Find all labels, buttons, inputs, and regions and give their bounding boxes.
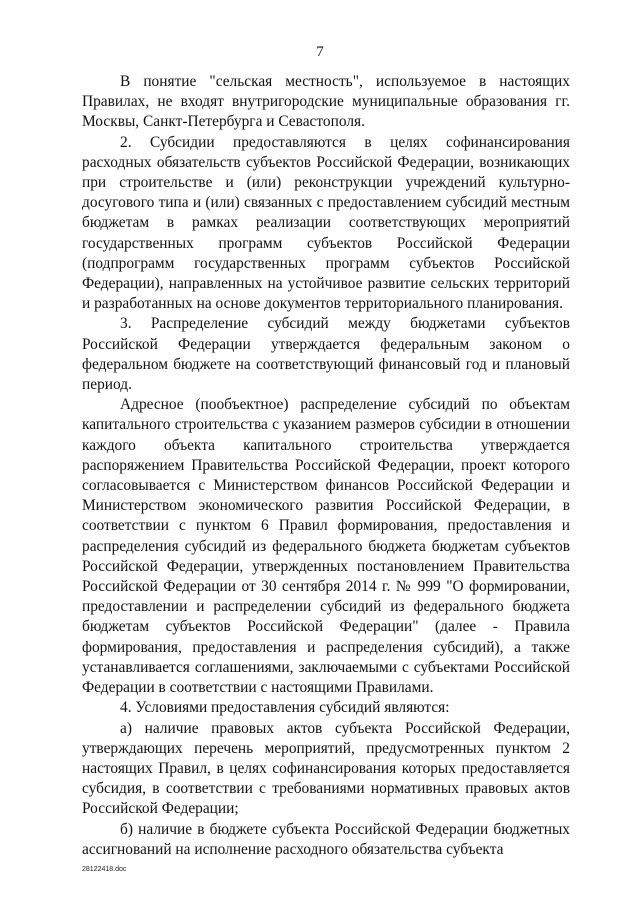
document-file-code: 28122418.doc [82, 866, 127, 873]
paragraph-condition-b: б) наличие в бюджете субъекта Российской Федерации бюджетных ассигнований на исполнение расходного обязательства субъекта [82, 820, 570, 858]
page-number: 7 [316, 44, 324, 60]
paragraph-4-conditions: 4. Условиями предоставления субсидий являются: [120, 699, 450, 717]
paragraph-rural-definition: В понятие "сельская местность", используемое в настоящих Правилах, не входят внутригородские муниципальные образования гг. Москвы, Санкт-Петербурга и Севастополя. [82, 73, 570, 131]
document-body [82, 72, 570, 860]
paragraph-2-subsidy-purpose: 2. Субсидии предоставляются в целях софинансирования расходных обязательств субъектов Российской Федерации, возникающих при строительстве и (или) реконструкции учреждений культурно-досугового типа и (или) связанных с предоставлением субсидий местным бюджетам в рамках реализации соответствующих мероприятий государственных программ субъектов Российской Федерации (подпрограмм государственных программ субъектов Российской Федерации), направленных на устойчивое развитие сельских территорий и разработанных на основе документов территориального планирования. [82, 133, 570, 313]
paragraph-condition-a: а) наличие правовых актов субъекта Российской Федерации, утверждающих перечень мероприятий, предусмотренных пунктом 2 настоящих Правил, в целях софинансирования которых предоставляется субсидия, в соответствии с требованиями нормативных правовых актов Российской Федерации; [82, 719, 570, 818]
paragraph-targeted-distribution: Адресное (пообъектное) распределение субсидий по объектам капитального строительства с указанием размеров субсидии в отношении каждого объекта капитального строительства утверждается распоряжением Правительства Российской Федерации, проект которого согласовывается с Министерством финансов Российской Федерации и Министерством экономического развития Российской Федерации, в соответствии с пунктом 6 Правил формирования, предоставления и распределения субсидий из федерального бюджета бюджетам субъектов Российской Федерации, утвержденных постановлением Правительства Российской Федерации от 30 сентября 2014 г. № 999 "О формировании, предоставлении и распределении субсидий из федерального бюджета бюджетам субъектов Российской Федерации" (далее - Правила формирования, предоставления и распределения субсидий), а также устанавливается соглашениями, заключаемыми с субъектами Российской Федерации в соответствии с настоящими Правилами. [82, 396, 570, 697]
paragraph-3-distribution: 3. Распределение субсидий между бюджетами субъектов Российской Федерации утверждается федеральным законом о федеральном бюджете на соответствующий финансовый год и плановый период. [82, 315, 570, 394]
